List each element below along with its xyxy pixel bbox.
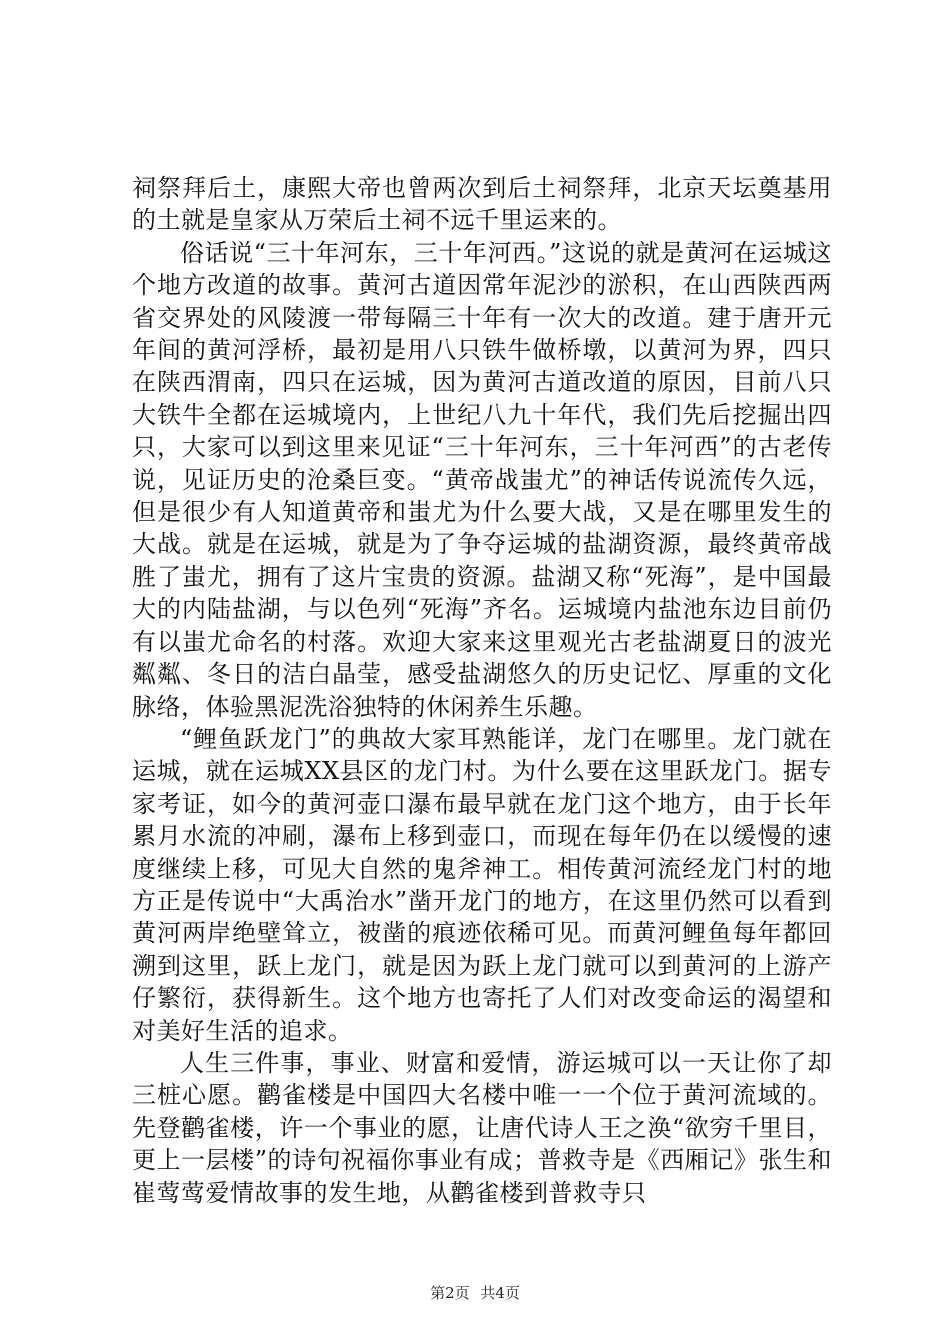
paragraph-3: “鲤鱼跃龙门”的典故大家耳熟能详，龙门在哪里。龙门就在运城，就在运城XX县区的龙门村。为什么要在这里跃龙门。据专家考证，如今的黄河壶口瀑布最早就在龙门这个地方，由于长年累月水流的冲刷，瀑布上移到壶口，而现在每年仍在以缓慢的速度继续上移，可见大自然的鬼斧神工。相传黄河流经龙门村的地方正是传说中“大禹治水”凿开龙门的地方，在这里仍然可以看到黄河两岸绝壁耸立，被凿的痕迹依稀可见。而黄河鲤鱼每年都回溯到这里，跃上龙门，就是因为跃上龙门就可以到黄河的上游产仔繁衍，获得新生。这个地方也寄托了人们对改变命运的渴望和对美好生活的追求。: [132, 724, 832, 1045]
document-body: [132, 172, 832, 1209]
page-footer: [0, 1282, 950, 1303]
page-number: 第2页: [430, 1284, 470, 1302]
page-total: 共4页: [480, 1284, 520, 1302]
paragraph-2: 俗话说“三十年河东，三十年河西。”这说的就是黄河在运城这个地方改道的故事。黄河古道因常年泥沙的淤积，在山西陕西两省交界处的风陵渡一带每隔三十年有一次大的改道。建于唐开元年间的黄河浮桥，最初是用八只铁牛做桥墩，以黄河为界，四只在陕西渭南，四只在运城，因为黄河古道改道的原因，目前八只大铁牛全都在运城境内，上世纪八九十年代，我们先后挖掘出四只，大家可以到这里来见证“三十年河东，三十年河西”的古老传说，见证历史的沧桑巨变。“黄帝战蚩尤”的神话传说流传久远，但是很少有人知道黄帝和蚩尤为什么要大战，又是在哪里发生的大战。就是在运城，就是为了争夺运城的盐湖资源，最终黄帝战胜了蚩尤，拥有了这片宝贵的资源。盐湖又称“死海”，是中国最大的内陆盐湖，与以色列“死海”齐名。运城境内盐池东边目前仍有以蚩尤命名的村落。欢迎大家来这里观光古老盐湖夏日的波光粼粼、冬日的洁白晶莹，感受盐湖悠久的历史记忆、厚重的文化脉络，体验黑泥洗浴独特的休闲养生乐趣。: [132, 238, 832, 721]
paragraph-1: 祠祭拜后土，康熙大帝也曾两次到后土祠祭拜，北京天坛奠基用的土就是皇家从万荣后土祠不远千里运来的。: [132, 174, 832, 235]
paragraph-4: 人生三件事，事业、财富和爱情，游运城可以一天让你了却三桩心愿。鹳雀楼是中国四大名楼中唯一一个位于黄河流域的。先登鹳雀楼，许一个事业的愿，让唐代诗人王之涣“欲穷千里目，更上一层楼”的诗句祝福你事业有成；普救寺是《西厢记》张生和崔莺莺爱情故事的发生地，从鹳雀楼到普救寺只: [132, 1048, 832, 1207]
